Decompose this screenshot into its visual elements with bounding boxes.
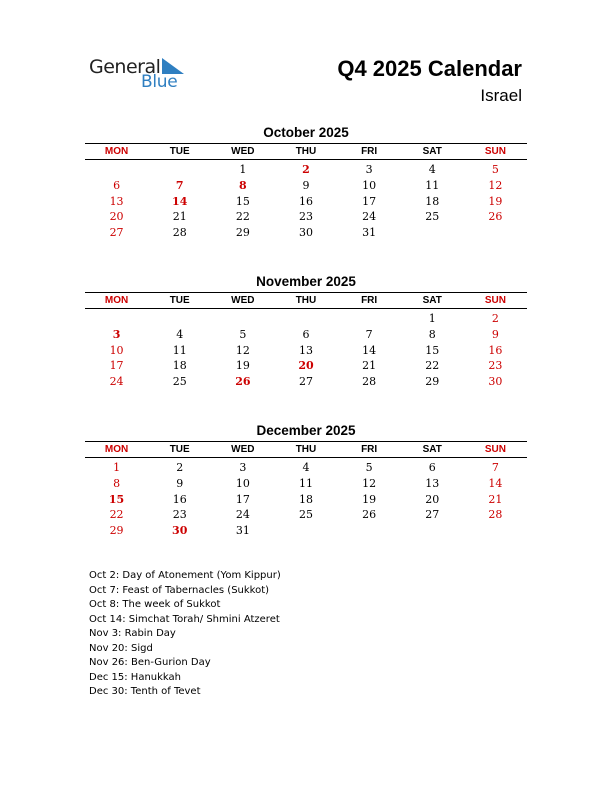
weekday-label-sun: SUN (484, 295, 506, 306)
country-name: Israel (480, 86, 522, 105)
holiday-note: Oct 14: Simchat Torah/ Shmini Atzeret (89, 613, 280, 625)
day-cell: 9 (302, 178, 310, 192)
day-cell: 13 (109, 194, 124, 208)
holiday-day-cell: 14 (172, 194, 188, 208)
day-cell: 22 (109, 508, 124, 522)
empty-day-cell (338, 311, 401, 327)
month-title: December 2025 (256, 423, 356, 438)
day-cell: 12 (488, 178, 503, 192)
weekday-label-sun: SUN (484, 146, 506, 157)
holiday-note: Dec 30: Tenth of Tevet (89, 686, 201, 697)
day-cell: 2 (491, 312, 499, 325)
day-cell: 29 (425, 375, 440, 389)
empty-day-cell (148, 162, 211, 178)
day-cell: 20 (425, 492, 440, 506)
month-october (85, 124, 527, 241)
weekday-label-fri: FRI (361, 146, 378, 157)
day-cell: 22 (235, 210, 250, 224)
day-cell: 27 (298, 375, 313, 389)
day-cell: 25 (425, 210, 440, 224)
day-cell: 5 (491, 163, 499, 176)
holiday-note: Dec 15: Hanukkah (89, 671, 181, 683)
weekday-label-wed: WED (231, 295, 255, 306)
day-cell: 10 (362, 178, 377, 192)
day-cell: 1 (239, 163, 247, 176)
holiday-note: Nov 26: Ben-Gurion Day (89, 657, 211, 668)
day-cell: 8 (428, 327, 436, 341)
day-cell: 16 (488, 343, 503, 357)
weekday-label-sun: SUN (484, 444, 506, 455)
day-cell: 27 (109, 226, 124, 240)
weekday-label-sat: SAT (422, 444, 442, 455)
weekday-label-wed: WED (231, 444, 255, 455)
empty-day-cell (211, 311, 274, 327)
logo-word-general: General (89, 56, 161, 78)
empty-day-cell (274, 311, 337, 327)
day-cell: 29 (235, 226, 250, 240)
weekday-header (85, 441, 527, 458)
day-cell: 4 (176, 327, 184, 341)
day-cell: 19 (362, 492, 377, 506)
day-cell: 14 (362, 343, 377, 357)
holiday-day-cell: 15 (108, 492, 125, 506)
weekday-label-thu: THU (295, 295, 317, 306)
day-cell: 21 (362, 359, 377, 373)
weekday-header (85, 143, 527, 160)
day-cell: 23 (488, 359, 503, 373)
day-cell: 15 (425, 343, 440, 357)
day-cell: 18 (172, 359, 187, 373)
month-december (85, 422, 527, 539)
weekday-label-tue: TUE (169, 146, 190, 157)
weekday-label-fri: FRI (361, 444, 378, 455)
weekday-label-mon: MON (104, 146, 129, 157)
day-cell: 17 (235, 492, 250, 506)
day-cell: 30 (488, 375, 503, 389)
day-cell: 1 (428, 312, 436, 325)
day-cell: 30 (298, 226, 313, 240)
weekday-label-thu: THU (295, 444, 317, 455)
day-cell: 24 (362, 210, 377, 224)
day-cell: 6 (302, 327, 310, 341)
holiday-day-cell: 20 (298, 359, 314, 373)
day-cell: 4 (428, 163, 436, 176)
holiday-day-cell: 2 (302, 163, 310, 176)
weekday-label-wed: WED (231, 146, 255, 157)
day-cell: 18 (425, 194, 440, 208)
day-cell: 3 (365, 163, 373, 176)
page-title: Q4 2025 Calendar (337, 56, 522, 81)
weekday-label-mon: MON (104, 444, 129, 455)
weekday-label-sat: SAT (422, 295, 442, 306)
day-cell: 2 (176, 461, 184, 474)
holiday-note: Nov 3: Rabin Day (89, 628, 176, 639)
holiday-note: Oct 8: The week of Sukkot (89, 599, 221, 610)
day-cell: 8 (113, 476, 121, 490)
day-cell: 25 (172, 375, 187, 389)
empty-day-cell (85, 311, 148, 327)
day-cell: 24 (235, 508, 250, 522)
holiday-note: Oct 7: Feast of Tabernacles (Sukkot) (89, 584, 270, 596)
day-cell: 15 (235, 194, 250, 208)
day-cell: 11 (172, 343, 187, 357)
day-cell: 11 (425, 178, 440, 192)
weekday-header (85, 292, 527, 309)
day-cell: 16 (298, 194, 313, 208)
day-cell: 12 (362, 476, 377, 490)
month-title: October 2025 (263, 125, 349, 140)
holiday-note: Nov 20: Sigd (89, 642, 153, 654)
day-cell: 4 (302, 461, 310, 474)
month-title: November 2025 (256, 274, 356, 289)
day-cell: 17 (109, 359, 124, 373)
day-cell: 14 (488, 476, 503, 490)
day-cell: 19 (235, 359, 250, 373)
day-cell: 6 (113, 178, 121, 192)
day-cell: 21 (172, 210, 187, 224)
day-cell: 21 (488, 492, 503, 506)
empty-day-cell (148, 311, 211, 327)
day-cell: 6 (428, 461, 436, 474)
empty-day-cell (85, 162, 148, 178)
holiday-day-cell: 26 (235, 375, 251, 389)
day-cell: 27 (425, 508, 440, 522)
day-cell: 19 (488, 194, 503, 208)
day-grid (85, 162, 527, 241)
day-cell: 23 (298, 210, 313, 224)
day-cell: 10 (235, 476, 250, 490)
day-cell: 5 (239, 327, 247, 341)
day-cell: 31 (235, 524, 250, 538)
holiday-day-cell: 30 (172, 524, 188, 538)
weekday-label-thu: THU (295, 146, 317, 157)
logo-word-blue: Blue (141, 72, 178, 92)
day-cell: 22 (425, 359, 440, 373)
day-cell: 26 (488, 210, 503, 224)
day-cell: 3 (239, 461, 247, 474)
holiday-notes (89, 569, 281, 700)
day-cell: 31 (362, 226, 377, 240)
day-grid (85, 460, 527, 539)
weekday-label-tue: TUE (169, 444, 190, 455)
day-cell: 7 (365, 327, 373, 341)
holiday-day-cell: 8 (239, 178, 247, 192)
day-cell: 9 (176, 476, 184, 490)
generalblue-logo (89, 56, 199, 96)
day-cell: 28 (488, 508, 503, 522)
holiday-day-cell: 7 (175, 178, 184, 192)
day-cell: 28 (172, 226, 187, 240)
day-cell: 7 (491, 461, 499, 474)
weekday-label-tue: TUE (169, 295, 190, 306)
day-cell: 29 (109, 524, 124, 538)
day-cell: 16 (172, 492, 187, 506)
day-cell: 1 (113, 461, 121, 474)
day-cell: 12 (235, 343, 250, 357)
holiday-note: Oct 2: Day of Atonement (Yom Kippur) (89, 570, 281, 581)
day-cell: 10 (109, 343, 124, 357)
day-cell: 9 (491, 327, 499, 341)
weekday-label-fri: FRI (361, 295, 378, 306)
day-cell: 28 (362, 375, 377, 389)
weekday-label-sat: SAT (422, 146, 442, 157)
day-cell: 13 (425, 476, 440, 490)
day-cell: 20 (109, 210, 124, 224)
day-cell: 13 (298, 343, 313, 357)
day-cell: 11 (298, 476, 313, 490)
day-cell: 24 (109, 375, 124, 389)
weekday-label-mon: MON (104, 295, 129, 306)
month-november (85, 273, 527, 390)
holiday-day-cell: 3 (112, 327, 121, 341)
day-cell: 26 (362, 508, 377, 522)
day-cell: 5 (365, 461, 373, 474)
day-cell: 17 (362, 194, 377, 208)
day-cell: 18 (298, 492, 313, 506)
day-cell: 23 (172, 508, 187, 522)
day-grid (85, 311, 527, 390)
day-cell: 25 (298, 508, 313, 522)
